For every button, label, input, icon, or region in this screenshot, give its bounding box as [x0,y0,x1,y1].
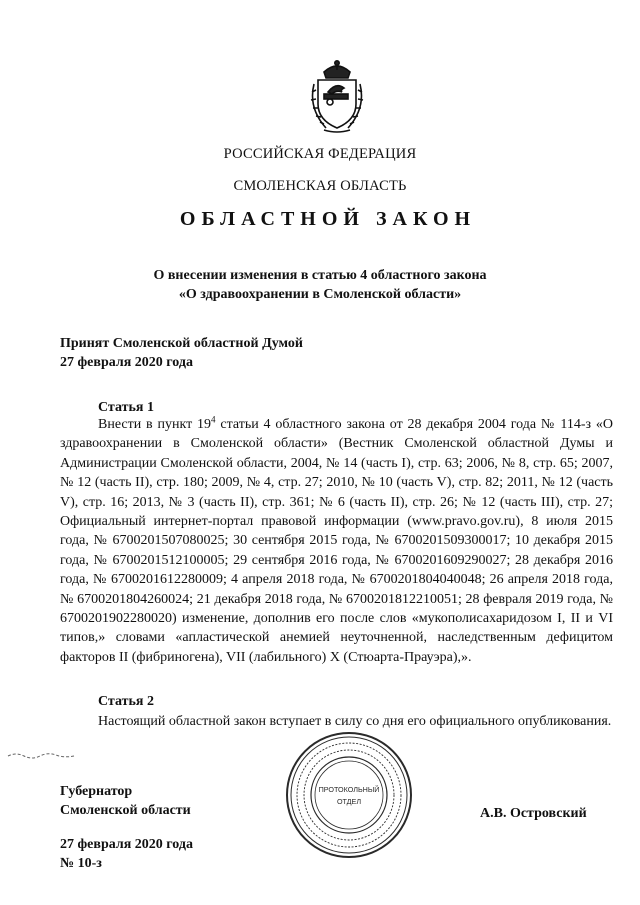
region-heading: СМОЛЕНСКАЯ ОБЛАСТЬ [233,178,407,194]
signing-block [60,835,193,873]
law-subject-line2: «О здравоохранении в Смоленской области» [178,287,462,302]
smolensk-coat-of-arms-icon [306,58,368,134]
seal-center-line1: ПРОТОКОЛЬНЫЙ [318,785,380,794]
document-type-title: ОБЛАСТНОЙ ЗАКОН [179,208,477,230]
law-number: № 10-з [60,856,102,871]
seal-center-line2: ОТДЕЛ [336,797,362,806]
adoption-note [60,334,303,372]
signer-title [60,782,191,820]
signer-name: А.В. Островский [480,806,587,821]
article-2-heading: Статья 2 [98,694,154,709]
article-1-text [60,415,613,667]
article-1-heading: Статья 1 [98,400,154,415]
article-1-text-start: Внести в пункт 19 [98,417,212,432]
adoption-date: 27 февраля 2020 года [60,355,193,370]
signer-title-line2: Смоленской области [60,803,191,818]
article-2-text: Настоящий областной закон вступает в силу со дня его официального опубликования. [98,714,612,729]
adoption-note-line1: Принят Смоленской областной Думой [60,336,303,351]
article-1-superscript: 4 [211,414,216,425]
law-subject [0,266,640,304]
margin-scribble-mark [6,750,76,760]
signing-date: 27 февраля 2020 года [60,837,193,852]
official-round-seal-icon [284,730,414,860]
signer-title-line1: Губернатор [60,784,133,799]
article-1-text-rest: статьи 4 областного закона от 28 декабря 2004 года № 114-з «О здравоохранении в Смоленской области» (Вестник Смоленской областной Думы и Администрации Смоленской области, 2004, № 14 (часть I), стр. 63; 2006, № 8, стр. 65; 2007, № 12 (часть II), стр. 180; 2009, № 4, стр. 27; 2010, № 10 (часть V), стр. 82; 2011, № 12 (часть V), стр. 16; 2013, № 3 (часть II), стр. 361; № 6 (часть II), стр. 26; № 12 (часть III), стр. 27; Официальный интернет-портал правовой информации (www.pravo.gov.ru), 8 июля 2015 года, № 6700201507080025; 30 сентября 2015 года, № 6700201509300017; 10 декабря 2015 года, № 6700201512100005; 29 сентября 2016 года, № 6700201609290027; 28 декабря 2016 года, № 6700201612280009; 4 апреля 2018 года, № 6700201804040048; 26 апреля 2018 года, № 6700201804260024; 21 декабря 2018 года, № 6700201812210051; 28 февраля 2019 года, № 6700201902280020) изменение, дополнив его после слов «мукополисахаридозом I, II и VI типов,» словами «апластической анемией неуточненной, наследственным дефицитом факторов II (фибриногена), VII (лабильного) X (Стюарта-Прауэра),». [60,417,614,665]
federation-heading: РОССИЙСКАЯ ФЕДЕРАЦИЯ [223,146,417,162]
law-subject-line1: О внесении изменения в статью 4 областного закона [153,268,487,283]
